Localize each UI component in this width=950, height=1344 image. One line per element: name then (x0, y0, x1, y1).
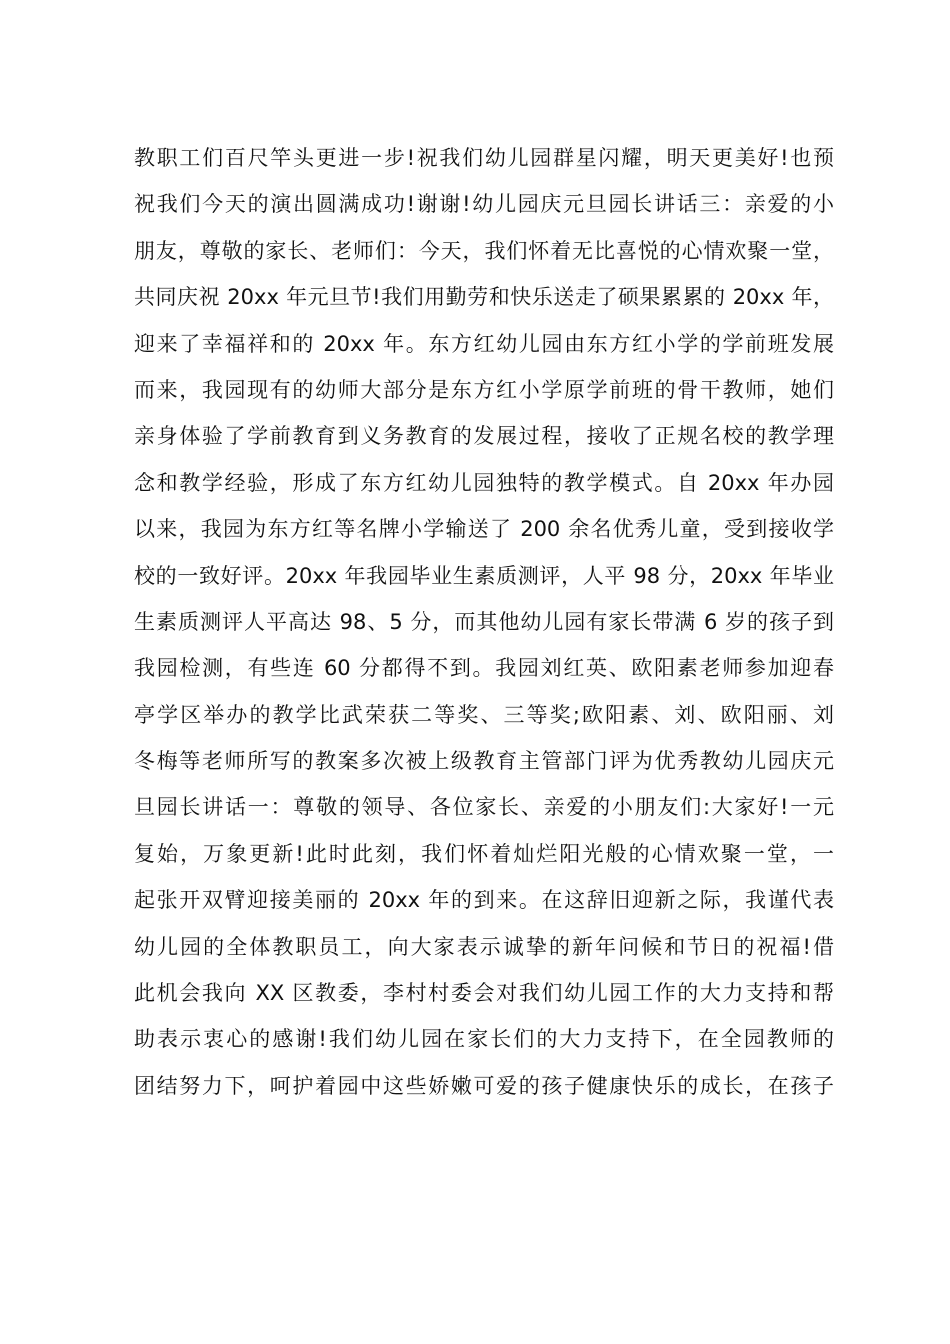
text-line: 共同庆祝 20xx 年元旦节!我们用勤劳和快乐送走了硕果累累的 20xx 年， (134, 285, 834, 310)
text-line: 冬梅等老师所写的教案多次被上级教育主管部门评为优秀教幼儿园庆元 (134, 749, 834, 774)
text-line: 以来，我园为东方红等名牌小学输送了 200 余名优秀儿童，受到接收学 (134, 517, 834, 542)
text-line: 团结努力下，呵护着园中这些娇嫩可爱的孩子健康快乐的成长，在孩子 (134, 1073, 834, 1098)
text-line: 起张开双臂迎接美丽的 20xx 年的到来。在这辞旧迎新之际，我谨代表 (134, 888, 834, 913)
text-line: 而来，我园现有的幼师大部分是东方红小学原学前班的骨干教师，她们 (134, 377, 834, 402)
body-text (134, 135, 834, 1109)
text-line: 我园检测，有些连 60 分都得不到。我园刘红英、欧阳素老师参加迎春 (134, 656, 834, 681)
text-line: 校的一致好评。20xx 年我园毕业生素质测评，人平 98 分，20xx 年毕业 (134, 563, 834, 588)
text-line: 幼儿园的全体教职员工，向大家表示诚挚的新年问候和节日的祝福!借 (134, 934, 834, 959)
text-line: 念和教学经验，形成了东方红幼儿园独特的教学模式。自 20xx 年办园 (134, 470, 834, 495)
text-line: 生素质测评人平高达 98、5 分，而其他幼儿园有家长带满 6 岁的孩子到 (134, 609, 834, 634)
text-line: 助表示衷心的感谢!我们幼儿园在家长们的大力支持下，在全园教师的 (134, 1027, 834, 1052)
text-line: 朋友，尊敬的家长、老师们：今天，我们怀着无比喜悦的心情欢聚一堂， (134, 238, 834, 263)
text-line: 旦园长讲话一：尊敬的领导、各位家长、亲爱的小朋友们:大家好!一元 (134, 795, 834, 820)
text-line: 亭学区举办的教学比武荣获二等奖、三等奖;欧阳素、刘、欧阳丽、刘 (134, 702, 834, 727)
text-line: 亲身体验了学前教育到义务教育的发展过程，接收了正规名校的教学理 (134, 424, 834, 449)
text-line: 此机会我向 XX 区教委，李村村委会对我们幼儿园工作的大力支持和帮 (134, 981, 834, 1006)
text-line: 复始，万象更新!此时此刻，我们怀着灿烂阳光般的心情欢聚一堂，一 (134, 841, 834, 866)
text-line: 教职工们百尺竿头更进一步!祝我们幼儿园群星闪耀，明天更美好!也预 (134, 146, 834, 170)
text-line: 祝我们今天的演出圆满成功!谢谢!幼儿园庆元旦园长讲话三：亲爱的小 (134, 192, 834, 217)
text-line: 迎来了幸福祥和的 20xx 年。东方红幼儿园由东方红小学的学前班发展 (134, 331, 834, 356)
